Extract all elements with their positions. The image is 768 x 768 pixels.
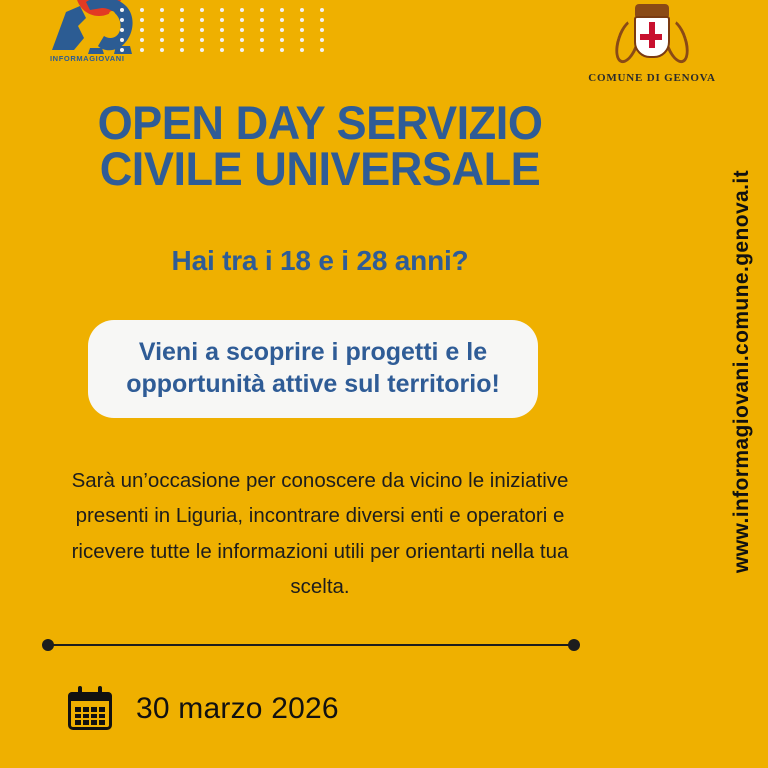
divider-dot-right (568, 639, 580, 651)
divider (42, 639, 580, 651)
divider-bar (48, 644, 574, 646)
callout-box (88, 320, 538, 418)
callout-line-2: opportunità attive sul territorio! (126, 370, 500, 398)
website-url-vertical (722, 170, 762, 640)
page-title-line-2: CIVILE UNIVERSALE (99, 142, 541, 196)
page-title (13, 96, 627, 196)
body-paragraph: Sarà un’occasione per conoscere da vicino le iniziative presenti in Liguria, incontrare diversi enti e operatori e ricevere tutte le informazioni utili per orientarti nella tua scelta. (71, 469, 569, 598)
page-title-line-1: OPEN DAY SERVIZIO (97, 96, 543, 149)
event-date-row (68, 686, 339, 732)
event-date-text: 30 marzo 2026 (136, 692, 339, 725)
website-url-text: www.informagiovani.comune.genova.it (730, 170, 753, 573)
crest-icon (616, 2, 688, 68)
informagiovani-label: INFORMAGIOVANI (50, 54, 125, 63)
comune-di-genova-logo (562, 2, 742, 84)
calendar-icon (68, 686, 114, 732)
callout-line-1: Vieni a scoprire i progetti e le (138, 338, 488, 366)
dot-grid-decoration (120, 8, 340, 54)
subheading: Hai tra i 18 e i 28 anni? (171, 245, 469, 276)
crest-label: COMUNE DI GENOVA (588, 72, 716, 84)
